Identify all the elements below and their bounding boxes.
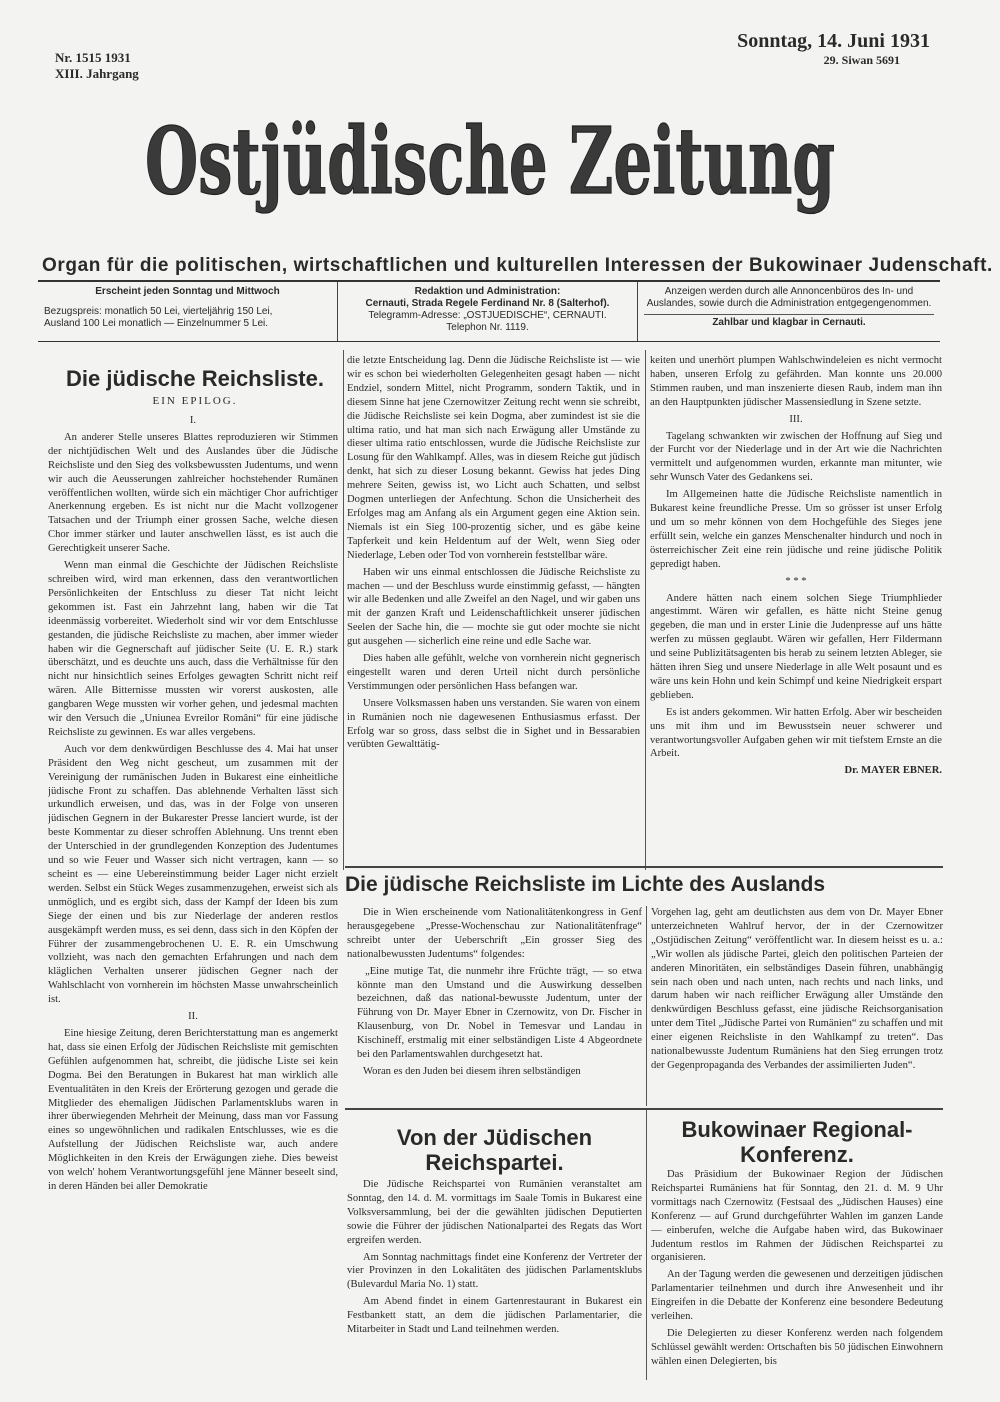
article3-body: [347, 1178, 642, 1378]
paragraph: Am Abend findet in einem Gartenrestaurant in Bukarest ein Festbankett statt, an dem die jüdischen Parlamentarier, die Mitarbeiter in Stadt und Land teilnehmen werden.: [347, 1296, 642, 1336]
paragraph: Das Präsidium der Bukowinaer Region der Jüdischen Reichspartei Rumäniens hat für Sonntag, den 21. d. M. 9 Uhr vormittags nach Czernowitz (Festsaal des „Jüdischen Hauses) eine Konferenz — auf Grund durchgeführter Wahlen im ganzen Lande — einberufen, welche die Aufgabe haben wird, das Bukowinaer Judentum restlos im Rahmen der Jüdischen Reichspartei zu organisieren.: [651, 1169, 943, 1264]
section-rule: [345, 1108, 943, 1110]
masthead: [140, 88, 840, 238]
paragraph: keiten und unerhört plumpen Wahlschwindeleien es nicht vermocht haben, unseren Erfolg zu gefährden. Man konnte uns 20.000 Stimmen rauben, und man inszenierte diesen Raub, indem man ihn an den Hauptpunkten jüdischer Massensiedlung in Szene setzte.: [650, 355, 942, 408]
hebrew-date: 29. Siwan 5691: [823, 53, 900, 67]
article2-title: Die jüdische Reichsliste im Lichte des Auslands: [345, 873, 826, 896]
masthead-title: Ostjüdische Zeitung: [145, 107, 835, 215]
editorial-info: [338, 282, 638, 341]
paragraph: Es ist anders gekommen. Wir hatten Erfolg. Aber wir bescheiden uns mit ihm und im Bewusstsein neuer schwerer und verantwortungsvoller Aufgaben gehen wir mit tiefstem Ernste an die Arbeit.: [650, 706, 942, 760]
column-rule: [646, 906, 647, 1106]
ads-text: Anzeigen werden durch alle Annoncenbüros des In- und Auslandes, sowie durch die Administration entgegengenommen.: [646, 286, 932, 309]
paragraph: Am Sonntag nachmittags findet eine Konferenz der Vertreter der vier Provinzen in den Lokalitäten des jüdischen Parlamentsklubs (Bulevardul Maria No. 1) statt.: [347, 1251, 642, 1291]
article4-title-line1: Bukowinaer Regional-: [681, 1117, 913, 1142]
paragraph: Vorgehen lag, geht am deutlichsten aus dem von Dr. Mayer Ebner unterzeichneten Wahlruf hervor, der in der Czernowitzer „Ostjüdischen Zeitung“ veröffentlicht war. In diesem heisst es u. a.: „Wir wollen als jüdische Partei, gleich den politischen Parteien der anderen Minoritäten, ein selbständiges Dasein führen, unabhängig sein nach oben und nach unten, nach rechts und nach links, und darum haben wir nach reiflicher Erwägung aller Umstände den denkwürdigen Beschluss gefasst, eine jüdische Reichsorganisation unter dem Titel „Jüdische Partei von Rumänien“ zu schaffen und mit einer eigenen Reichsliste in den Wahlkampf zu treten“. Das nationalbewusste Judentum Rumäniens hat den Sieg errungen trotz der Gegenpropaganda des Verbandes der assimilierten Juden“.: [651, 907, 943, 1071]
article2-column-2: [651, 906, 943, 1102]
article3-title-line2: Reichspartei.: [425, 1150, 564, 1175]
column-rule: [645, 350, 646, 870]
section-divider: * * *: [785, 575, 807, 587]
date-block: [737, 30, 930, 68]
article1-title: Die jüdische Reichsliste.: [66, 366, 324, 391]
editorial-title: Redaktion und Administration:: [414, 286, 561, 297]
quote: „Eine mutige Tat, die nunmehr ihre Früchte trägt, — so etwa könnte man den Umstand und die Auswirkung desselben bezeichnen, daß das national-bewusste Judentum, unter der Führung von Dr. Mayer Ebner in Czernowitz, von Dr. Fischer in Klausenburg, von Dr. Nobel in Temesvar und Landau in Kischineff, erstmalig mit einer selbständigen Liste 4 Abgeordnete bei den Parlamentswahlen durchgesetzt hat.: [357, 965, 642, 1061]
telegram-address: Telegramm-Adresse: „OSTJUEDISCHE“, CERNAUTI.: [368, 310, 607, 321]
article1-column-1: [48, 412, 338, 1374]
paragraph: Die Jüdische Reichspartei von Rumänien veranstaltet am Sonntag, den 14. d. M. vormittags im Saale Tomis in Bukarest eine Volksversammlung, bei der die gewählten jüdischen Deputierten sowie die Führer der jüdischen Nationalpartei des Regats das Wort ergreifen werden.: [347, 1179, 642, 1246]
author-signature: Dr. MAYER EBNER.: [844, 765, 942, 777]
editorial-address: Cernauti, Strada Regele Ferdinand Nr. 8 (Salterhof).: [365, 298, 610, 309]
paragraph: die letzte Entscheidung lag. Denn die Jüdische Reichsliste ist — wie wir es schon bei wiederholten Gelegenheiten gesagt haben — nicht Endziel, sondern Mittel, nicht Programm, sondern Taktik, und in diesem Sinne hat jene Czernowitzer Zeitung recht wenn sie schreibt, die Jüdische Reichsliste sei kein Dogma, aber zumindest ist sie die ultima ratio, und hat man sich nach Erwägung aller Umstände zu dieser ultima ratio entschlossen, wurde die Jüdische Reichsliste zur Losung für den Wahlkampf. Alles, was in diesem Reiche gut jüdisch denkt, hat sich zu dieser Losung bekannt. Gewiss hat jedes Ding mehrere Seiten, gewiss ist, wo Licht auch Schatten, und selbst Dogmen unterliegen der Anfechtung. Schon die Unsicherheit des Erfolges mag am Anfang als ein Argument gegen eine Aktion sein. Niemals ist ein Sieg 100-prozentig sicher, und es gäbe keine Tapferkeit und kein Heldentum auf der Welt, wenn Sieg oder Niederlage, Leben oder Tod von vornherein feststellbar wäre.: [347, 355, 640, 561]
payable-note: Zahlbar und klagbar in Cernauti.: [644, 314, 934, 329]
article4-body: [651, 1168, 943, 1378]
paragraph: Haben wir uns einmal entschlossen die Jüdische Reichsliste zu machen — und der Beschluss wurde einstimmig gefasst, — hängten wir alle Bedenken und alle Zweifel an den Nagel, und wir gaben uns mit der ganzen Kraft und Leidenschaftlichkeit unserer jüdischen Seelen der Sache hin, die — mochte sie gut oder mochte sie nicht gut ausgehen — sicherlich eine reine und edle Sache war.: [347, 566, 640, 648]
paragraph: Andere hätten nach einem solchen Siege Triumphlieder angestimmt. Wären wir gefallen, es hätte nicht Steine genug gegeben, die man und in erster Linie die Judenpresse auf uns hätte werfen zu müssen geglaubt. Wären wir gefallen, Herr Fildermann und seine Publizitätsagenten bis herab zu seinem letzten Ableger, sie hätten ihren Sieg und unsere Niederlage in alle Welt posaunt und es wäre uns kein Hohn und kein Schimpf und keine Niedrigkeit erspart geblieben.: [650, 592, 942, 701]
paragraph: Tagelang schwankten wir zwischen der Hoffnung auf Sieg und der Furcht vor der Niederlage und in der Art wie die Nachrichten vermittelt und aufgenommen wurden, erkannte man mitunter, wie sehr Wunsch Vater des Gedankens sei.: [650, 430, 942, 484]
column-rule: [646, 1110, 647, 1380]
ads-info: [638, 282, 940, 341]
phone-number: Telephon Nr. 1119.: [446, 322, 529, 333]
masthead-subtitle: Organ für die politischen, wirtschaftlichen und kulturellen Interessen der Bukowinaer Judenschaft.: [42, 255, 993, 276]
publication-date: Sonntag, 14. Juni 1931: [737, 30, 930, 52]
price-abroad: Ausland 100 Lei monatlich — Einzelnummer 5 Lei.: [44, 318, 269, 329]
issue-number: Nr. 1515 1931: [55, 50, 131, 65]
paragraph: Dies haben alle gefühlt, welche von vornherein nicht gegnerisch eingestellt waren und deren Urteil nicht durch persönliche Verstimmungen oder persönlichen Hass befangen war.: [347, 653, 640, 692]
paragraph: Auch vor dem denkwürdigen Beschlusse des 4. Mai hat unser Präsident den Weg nicht gescheut, um zusammen mit der Vereinigung der rumänischen Juden in Bukarest eine einheitliche jüdische Front zu schaffen. Das ablehnende Verhalten lässt sich urkundlich erweisen, und das, was in der Folge von unseren jüdischen Gegnern in der Bukarester Presse lanciert wurde, ist der beste Kommentar zu dieser schroffen Ablehnung. Uns trennt eben der Unterschied in der grundlegenden Konzeption des Judentumes und so wie Feuer und Wasser sich nicht vertragen, kann — so scheint es — eine Uebereinstimmung beider Lager nicht erzielt werden. Selbst ein Stück Weges zusammenzugehen, erweist sich als unmöglich, und es ergibt sich, dass der Kampf der Ideen bis zum Siege der einen und bis zur Niederlage der anderen restlos ausgekämpft werden muss, es sei denn, dass sich in den Köpfen der Führer der zusammengebrochenen U. E. R. ein Umschwung vollzieht, was nach den gemachten Erfahrungen und nach dem kläglichen Verhalten unserer jüdischen Gegner nach der Wahlschlacht von vornherein im höchsten Masse unwahrscheinlich ist.: [48, 743, 338, 1006]
subscription-info: [38, 282, 338, 341]
section-number: I.: [189, 415, 197, 426]
section-number: II.: [188, 1011, 198, 1023]
article3-title: [347, 1125, 642, 1175]
issue-info: [55, 50, 139, 82]
appears-note: Erscheint jeden Sonntag und Mittwoch: [95, 286, 280, 297]
article1-subtitle: EIN EPILOG.: [152, 395, 238, 407]
year-volume: XIII. Jahrgang: [55, 66, 139, 81]
article1-column-2: [347, 354, 640, 866]
paragraph: Eine hiesige Zeitung, deren Berichterstattung man es angemerkt hat, dass sie einen Erfolg der Jüdischen Reichsliste mit gemischten Gefühlen aufgenommen hat, schreibt, die jüdische Liste sei kein Dogma. Bei den Beratungen in Bukarest hat man wirklich alle Eventualitäten in den Kreis der Erörterung gezogen und gerade die Mitglieder des ehemaligen Jüdischen Parlamentsklubs waren in ihrer überwiegenden Mehrheit der Meinung, dass man vor Fassung eines so ungewöhnlichen und radikalen Entschlusses, wie es die Aufstellung der Jüdischen Reichsliste war, auch andere Möglichkeiten in den Kreis der Erwägungen ziehe. Dies beweist von welch' hohem Verantwortungsgefühl jene Männer beseelt sind, in deren Händen bei aller Demokratie: [48, 1027, 338, 1192]
info-bar: [38, 280, 940, 342]
section-rule: [345, 866, 943, 868]
article1-column-3: [650, 354, 942, 836]
paragraph: Wenn man einmal die Geschichte der Jüdischen Reichsliste schreiben wird, wird man erkennen, dass den verantwortlichen Persönlichkeiten der Entschluss zu dieser Tat nicht leicht gekommen ist. Fast ein Jahrzehnt lang, haben wir die Tat ideenmässig vorbereitet. Wiederholt sind wir vor dem Entschlusse gestanden, die jüdische Reichsliste zu machen, aber immer wieder haben wir die Gegnerschaft auf jüdischer Seite (U. E. R.) stark überschätzt, und es deuchte uns auch, dass die Verhältnisse für den nicht nur hinsichtlich seines Erfolges gewagten Schritt nicht reif wären. Alle Bitternisse mussten wir vorerst auskosten, alle gangbaren Wege mussten wir vorher gehen, und jedesmal machten wir den Versuch die „Uniunea Evreilor Români“ für eine jüdische Reichsliste zu gewinnen. Es war alles vergebens.: [48, 560, 338, 738]
paragraph: An der Tagung werden die gewesenen und derzeitigen jüdischen Parlamentarier teilnehmen und durch ihre Anwesenheit und ihr Eingreifen in die Debatte der Konferenz eine besondere Bedeutung verleihen.: [651, 1269, 943, 1323]
paragraph: Im Allgemeinen hatte die Jüdische Reichsliste namentlich in Bukarest keine freundliche Presse. Um so grösser ist unser Erfolg und um so mehr können von dem Hochgefühle des Sieges jene erfüllt sein, welche ein ganzes Menschenalter hindurch und noch in österreichischer Zeit eine rein jüdische und reine jüdische Politik gepredigt haben.: [650, 489, 942, 570]
paragraph: Woran es den Juden bei diesem ihren selbständigen: [363, 1065, 581, 1077]
paragraph: An anderer Stelle unseres Blattes reproduzieren wir Stimmen der nichtjüdischen Welt und des Auslandes über die Jüdische Reichsliste und den Sieg des volksbewussten Judentums, und wenn wir auch die Aeusserungen zahlreicher hochstehender Rumänen veröffentlichen wollten, würde sich ein mächtiger Chor aufrichtiger Anerkennung ergeben. Es ist nicht nur die Macht vollzogener Tatsachen und der Triumph einer grossen Sache, welche diesen Chor immer stärker und lauter anschwellen lässt, es ist auch die Gerechtigkeit unserer Sache.: [48, 431, 338, 555]
paragraph: Die in Wien erscheinende vom Nationalitätenkongress in Genf herausgegebene „Presse-Wochenschau zur Nationalitätenfrage“ schreibt unter der Ueberschrift „Ein grosser Sieg des nationalbewussten Judentums“ folgendes:: [347, 907, 642, 960]
article3-title-line1: Von der Jüdischen: [396, 1125, 593, 1150]
article2-column-1: [347, 906, 642, 1102]
section-number: III.: [789, 413, 803, 425]
paragraph: Die Delegierten zu dieser Konferenz werden nach folgendem Schlüssel gewählt werden: Ortschaften bis 50 jüdischen Einwohnern wählen einen Delegierten, bis: [651, 1327, 943, 1367]
price-domestic: Bezugspreis: monatlich 50 Lei, vierteljährig 150 Lei,: [44, 306, 273, 317]
column-rule: [343, 350, 344, 870]
article4-title: [651, 1117, 943, 1167]
paragraph: Unsere Volksmassen haben uns verstanden. Sie waren von einem in Rumänien noch nie dagewesenen Enthusiasmus erfasst. Der Erfolg war so gross, dass selbst die in Sighet und in Bessarabien verübten Gewalttätig-: [347, 697, 640, 751]
article4-title-line2: Konferenz.: [740, 1142, 854, 1167]
